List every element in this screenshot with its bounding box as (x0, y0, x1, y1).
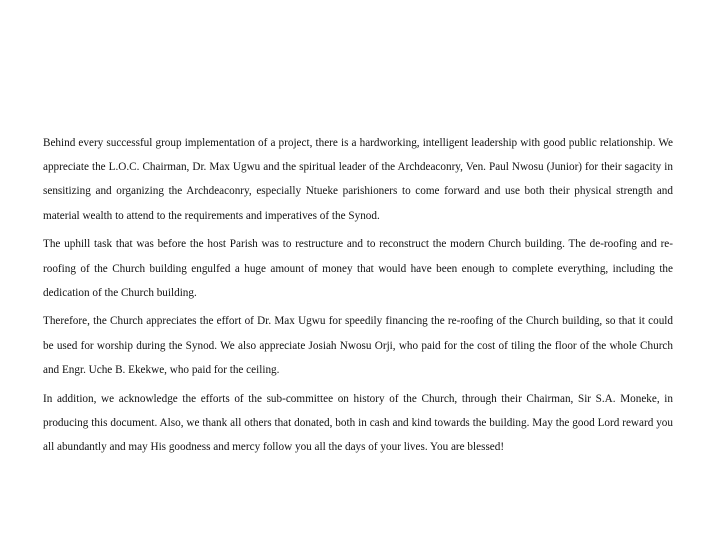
paragraph-donor-appreciation: Therefore, the Church appreciates the effort of Dr. Max Ugwu for speedily financing the re-roofing of the Church building, so that it could be used for worship during the Synod. We also appreciate Josiah Nwosu Orji, who paid for the cost of tiling the floor of the whole Church and Engr. Uche B. Ekekwe, who paid for the ceiling. (43, 315, 673, 376)
paragraph-leadership-appreciation: Behind every successful group implementation of a project, there is a hardworking, intelligent leadership with good public relationship. We appreciate the L.O.C. Chairman, Dr. Max Ugwu and the spiritual leader of the Archdeaconry, Ven. Paul Nwosu (Junior) for their sagacity in sensitizing and organizing the Archdeaconry, especially Ntueke parishioners to come forward and use both their physical strength and material wealth to attend to the requirements and imperatives of the Synod. (43, 137, 673, 222)
paragraph-church-building-task: The uphill task that was before the host Parish was to restructure and to reconstruct the modern Church building. The de-roofing and re-roofing of the Church building engulfed a huge amount of money that would have been enough to complete everything, including the dedication of the Church building. (43, 238, 673, 299)
paragraph-closing-acknowledgement: In addition, we acknowledge the efforts of the sub-committee on history of the Church, through their Chairman, Sir S.A. Moneke, in producing this document. Also, we thank all others that donated, both in cash and kind towards the building. May the good Lord reward you all abundantly and may His goodness and mercy follow you all the days of your lives. You are blessed! (43, 392, 673, 453)
document-body (43, 131, 673, 464)
